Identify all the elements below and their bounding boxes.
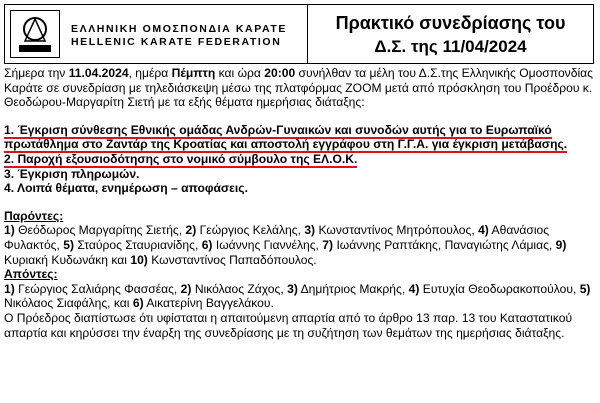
meeting-day: Πέμπτη — [171, 66, 216, 80]
agenda-item-3: 3. Έγκριση πληρωμών. — [4, 166, 140, 181]
document-title: Πρακτικό συνεδρίασης του — [335, 13, 566, 33]
closing-paragraph: Ο Πρόεδρος διαπίστωσε ότι υφίσταται η απαιτούμενη απαρτία από το άρθρο 13 παρ. 13 του Καταστατικού απαρτία και κηρύσσει την έναρξη της συνεδρίασης με τη συζήτηση των θεμάτων της ημερήσιας διάταξης. — [4, 310, 573, 340]
meeting-date-title: Δ.Σ. της 11/04/2024 — [374, 37, 527, 56]
document-title-block — [308, 5, 593, 63]
organization-name-greek: ΕΛΛΗΝΙΚΗ ΟΜΟΣΠΟΝΔΙΑ ΚΑΡΑΤΕ — [71, 23, 287, 35]
agenda-item-2: 2. Παροχή εξουσιοδότησης στο νομικό σύμβουλο της ΕΛ.Ο.Κ. — [4, 151, 358, 166]
absent-heading: Απόντες: — [4, 267, 58, 282]
meeting-time: 20:00 — [264, 66, 296, 80]
absent-list: 1) Γεώργιος Σαλιάρης Φασσέας, 2) Νικόλαος Ζάχος, 3) Δημήτριος Μακρής, 4) Ευτυχία Θεοδωρακοπούλου, 5) Νικόλαος Σιαφάλης, και 6) Αικατερίνη Βαγγελάκου. — [4, 281, 591, 311]
intro-paragraph: Σήμερα την 11.04.2024, ημέρα Πέμπτη και ώρα 20:00 συνήλθαν τα μέλη του Δ.Σ.της Ελληνικής Ομοσπονδίας Καράτε σε συνεδρίαση με τηλεδιάσκεψη μέσω της πλατφόρμας ZOOM μετά από πρόσκληση του Προέδρου κ. Θεοδώρου-Μαργαρίτη Σιετή με τα εξής θέματα ημερήσιας διάταξης: — [4, 66, 593, 110]
agenda-item-4: 4. Λοιπά θέματα, ενημέρωση – αποφάσεις. — [4, 181, 248, 196]
agenda-item-1: 1. Έγκριση σύνθεσης Εθνικής ομάδας Ανδρών-Γυναικών και συνοδών αυτής για το Ευρωπαϊκό πρωτάθλημα στο Ζαντάρ της Κροατίας και αποστολή εγγράφου στη Γ.Γ.Α. για έγκριση μετάβασης. — [4, 122, 568, 152]
hkf-logo-icon — [10, 10, 60, 58]
document-body — [4, 66, 594, 340]
present-heading: Παρόντες: — [4, 208, 64, 223]
present-list: 1) Θεόδωρος Μαργαρίτης Σιετής, 2) Γεώργιος Κελάλης, 3) Κωνσταντίνος Μητρόπουλος, 4) Αθανάσιος Φυλακτός, 5) Σταύρος Σταυριανίδης, 6) Ιωάννης Γιαννέλης, 7) Ιωάννης Ραπτάκης, Παναγιώτης Λάμιας, 9) Κυριακή Κυδωνάκη και 10) Κωνσταντίνος Παπαδόπουλος. — [4, 223, 567, 267]
organization-name-english: HELLENIC KARATE FEDERATION — [71, 36, 282, 48]
document-header — [4, 4, 594, 64]
organization-block — [5, 5, 308, 63]
meeting-date: 11.04.2024 — [68, 66, 129, 80]
